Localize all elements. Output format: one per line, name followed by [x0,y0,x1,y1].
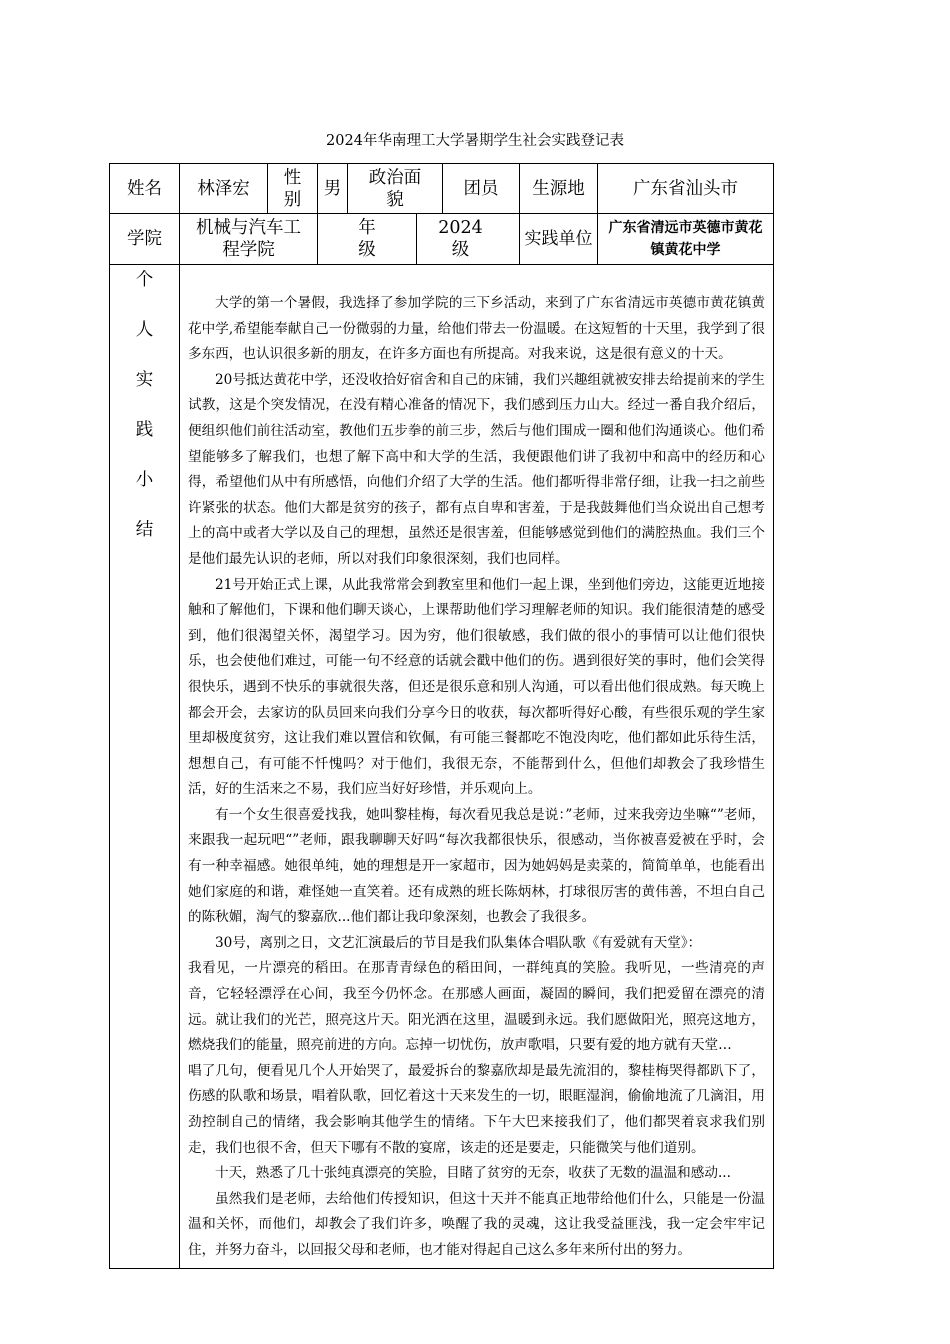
summary-paragraph: 我看见，一片漂亮的稻田。在那青青绿色的稻田间，一群纯真的笑脸。我听见，一些清亮的声音，它轻轻漂浮在心间，我至今仍怀念。在那感人画面，凝固的瞬间，我们把爱留在漂亮的清远。就让我们的光芒，照亮这片天。阳光洒在这里，温暖到永远。我们愿做阳光，照亮这地方，燃烧我们的能量，照亮前进的方向。忘掉一切忧伤，放声歌唱，只要有爱的地方就有天堂… [188,960,765,1054]
summary-side-label [110,265,180,1269]
practice-unit-value: 广东省清远市英德市黄花镇黄花中学 [598,214,774,265]
name-value: 林泽宏 [180,164,268,214]
grade-label: 年级 [318,214,417,265]
side-char: 个 [135,270,154,290]
unit-label: 实践单位 [520,214,598,265]
political-label: 政治面貌 [348,164,443,214]
side-char: 小 [135,470,154,490]
gender-label: 性别 [268,164,318,214]
summary-paragraph: 虽然我们是老师，去给他们传授知识，但这十天并不能真正地带给他们什么，只能是一份温温和关怀，而他们，却教会了我们许多，唤醒了我的灵魂，这让我受益匪浅，我一定会牢牢记住，并努力奋斗，以回报父母和老师，也才能对得起自己这么多年来所付出的努力。 [188,1190,765,1258]
summary-paragraph: 十天，熟悉了几十张纯真漂亮的笑脸，目睹了贫穷的无奈，收获了无数的温温和感动... [215,1165,731,1182]
origin-value: 广东省汕头市 [598,164,774,214]
side-char: 人 [135,320,154,340]
name-label: 姓名 [110,164,180,214]
summary-paragraph: 30号，离别之日，文艺汇演最后的节目是我们队集体合唱队歌《有爱就有天堂》： [215,934,702,951]
college-value: 机械与汽车工程学院 [180,214,318,265]
summary-paragraph: 唱了几句，便看见几个人开始哭了，最爱拆台的黎嘉欣却是最先流泪的，黎桂梅哭得都趴下了，伤感的队歌和场景，唱着队歌，回忆着这十天来发生的一切，眼眶湿润，偷偷地流了几滴泪，用劲控制自己的情绪，我会影响其他学生的情绪。下午大巴来接我们了，他们都哭着哀求我们别走，我们也很不舍，但天下哪有不散的宴席，该走的还是要走，只能微笑与他们道别。 [188,1062,765,1156]
gender-value: 男 [318,164,348,214]
summary-paragraph: 大学的第一个暑假，我选择了参加学院的三下乡活动，来到了广东省清远市英德市黄花镇黄花中学,希望能奉献自己一份微弱的力量，给他们带去一份温暖。在这短暂的十天里，我学到了很多东西，也认识很多新的朋友，在许多方面也有所提高。对我来说，这是很有意义的十天。 [188,295,765,363]
form-title: 2024年华南理工大学暑期学生社会实践登记表 [326,133,624,149]
info-row-1 [110,164,774,214]
college-label: 学院 [110,214,180,265]
registration-form [109,163,774,1269]
summary-paragraph: 20号抵达黄花中学，还没收拾好宿舍和自己的床铺，我们兴趣组就被安排去给提前来的学生试教，这是个突发情况，在没有精心准备的情况下，我们感到压力山大。经过一番自我介绍后，便组织他们前往活动室，教他们五步拳的前三步，然后与他们围成一圈和他们沟通谈心。他们希望能够多了解我们，也想了解下高中和大学的生活，我便跟他们讲了我初中和高中的经历和心得，希望他们从中有所感悟，向他们介绍了大学的生活。他们都听得非常仔细，让我一扫之前些许紧张的状态。他们大都是贫穷的孩子，都有点自卑和害羞，于是我鼓舞他们当众说出自己想考上的高中或者大学以及自己的理想，虽然还是很害羞，但能够感觉到他们的满腔热血。我们三个是他们最先认识的老师，所以对我们印象很深刻，我们也同样。 [188,371,765,567]
summary-paragraph: 21号开始正式上课，从此我常常会到教室里和他们一起上课，坐到他们旁边，这能更近地接触和了解他们，下课和他们聊天谈心，上课帮助他们学习理解老师的知识。我们能很清楚的感受到，他们很渴望关怀，渴望学习。因为穷，他们很敏感，我们做的很小的事情可以让他们很快乐，也会使他们难过，可能一句不经意的话就会戳中他们的伤。遇到很好笑的事时，他们会笑得很快乐，遇到不快乐的事就很失落，但还是很乐意和别人沟通，可以看出他们很成熟。每天晚上都会开会，去家访的队员回来向我们分享今日的收获，每次都听得好心酸，有些很乐观的学生家里却极度贫穷，这让我们难以置信和钦佩，有可能三餐都吃不饱没肉吃，他们都如此乐待生活，想想自己，有可能不忏愧吗？对于他们，我很无奈，不能帮到什么，但他们却教会了我珍惜生活，好的生活来之不易，我们应当好好珍惜，并乐观向上。 [188,576,765,798]
info-row-2 [110,214,774,265]
grade-value: 2024级 [417,214,520,265]
summary-row [110,265,774,1269]
summary-text [188,291,765,1264]
side-char: 践 [135,420,154,440]
summary-body [180,265,774,1269]
side-char: 结 [135,520,154,540]
summary-paragraph: 有一个女生很喜爱找我，她叫黎桂梅，每次看见我总是说：”老师，过来我旁边坐嘛“”老师，来跟我一起玩吧“”老师，跟我聊聊天好吗“每次我都很快乐，很感动，当你被喜爱被在乎时，会有一种幸福感。她很单纯，她的理想是开一家超市，因为她妈妈是卖菜的，简简单单，也能看出她们家庭的和谐，难怪她一直笑着。还有成熟的班长陈炳林，打球很厉害的黄伟善，不坦白自己的陈秋媚，淘气的黎嘉欣...他们都让我印象深刻，也教会了我很多。 [188,806,765,926]
side-char: 实 [135,370,154,390]
origin-label: 生源地 [520,164,598,214]
political-value: 团员 [443,164,520,214]
